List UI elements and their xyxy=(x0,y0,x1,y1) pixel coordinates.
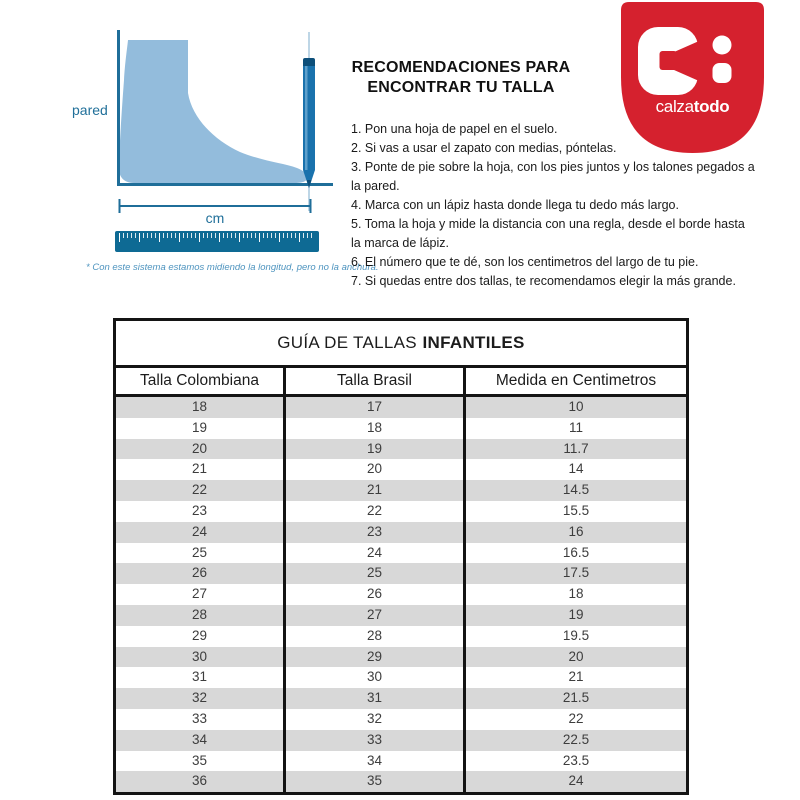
table-title-bold: INFANTILES xyxy=(422,333,525,352)
table-row xyxy=(115,709,688,730)
table-cell: 30 xyxy=(115,647,285,668)
recommendation-item: 5. Toma la hoja y mide la distancia con una regla, desde el borde hasta la marca de lápiz. xyxy=(351,217,745,250)
table-row xyxy=(115,605,688,626)
brand-wordmark-light: calza xyxy=(655,97,694,116)
table-cell: 23 xyxy=(115,501,285,522)
recommendation-item: 6. El número que te dé, son los centimetros del largo de tu pie. xyxy=(351,255,699,269)
table-cell: 20 xyxy=(115,439,285,460)
table-cell: 29 xyxy=(285,647,465,668)
recommendations-title-line2: ENCONTRAR TU TALLA xyxy=(367,79,555,96)
column-header-talla-colombiana: Talla Colombiana xyxy=(115,367,285,396)
table-cell: 23 xyxy=(285,522,465,543)
table-cell: 11 xyxy=(465,418,688,439)
table-cell: 27 xyxy=(285,605,465,626)
table-cell: 11.7 xyxy=(465,439,688,460)
table-row xyxy=(115,418,688,439)
table-row xyxy=(115,522,688,543)
table-cell: 31 xyxy=(115,667,285,688)
table-cell: 17 xyxy=(285,396,465,418)
table-cell: 19.5 xyxy=(465,626,688,647)
table-row xyxy=(115,439,688,460)
table-row xyxy=(115,459,688,480)
table-row xyxy=(115,771,688,793)
diagram-footnote: * Con este sistema estamos midiendo la longitud, pero no la anchura. xyxy=(86,262,379,273)
table-cell: 23.5 xyxy=(465,751,688,772)
table-title xyxy=(115,320,688,367)
table-cell: 20 xyxy=(465,647,688,668)
table-cell: 16 xyxy=(465,522,688,543)
table-title-row xyxy=(115,320,688,367)
table-cell: 34 xyxy=(285,751,465,772)
table-row xyxy=(115,584,688,605)
table-cell: 26 xyxy=(115,563,285,584)
recommendation-item: 4. Marca con un lápiz hasta donde llega tu dedo más largo. xyxy=(351,198,679,212)
table-cell: 20 xyxy=(285,459,465,480)
recommendation-item: 2. Si vas a usar el zapato con medias, póntelas. xyxy=(351,141,617,155)
column-header-medida-cm: Medida en Centimetros xyxy=(465,367,688,396)
recommendations-title-line1: RECOMENDACIONES PARA xyxy=(351,59,571,76)
table-row xyxy=(115,480,688,501)
table-row xyxy=(115,751,688,772)
table-cell: 14 xyxy=(465,459,688,480)
pencil-icon xyxy=(303,58,315,188)
table-cell: 24 xyxy=(115,522,285,543)
wall-label: pared xyxy=(72,102,108,118)
table-cell: 18 xyxy=(285,418,465,439)
recommendation-item: 3. Ponte de pie sobre la hoja, con los pies juntos y los talones pegados a la pared. xyxy=(351,160,755,193)
table-cell: 22 xyxy=(465,709,688,730)
table-cell: 21 xyxy=(465,667,688,688)
table-cell: 21 xyxy=(285,480,465,501)
column-header-talla-brasil: Talla Brasil xyxy=(285,367,465,396)
foot-silhouette-icon xyxy=(119,40,308,183)
table-cell: 30 xyxy=(285,667,465,688)
table-row xyxy=(115,730,688,751)
table-cell: 10 xyxy=(465,396,688,418)
ruler-ticks-big xyxy=(119,233,315,242)
size-table-body xyxy=(115,396,688,794)
table-cell: 15.5 xyxy=(465,501,688,522)
table-row xyxy=(115,501,688,522)
table-cell: 18 xyxy=(115,396,285,418)
table-cell: 34 xyxy=(115,730,285,751)
table-cell: 22.5 xyxy=(465,730,688,751)
table-header-row xyxy=(115,367,688,396)
table-cell: 36 xyxy=(115,771,285,793)
table-cell: 25 xyxy=(115,543,285,564)
table-cell: 28 xyxy=(285,626,465,647)
table-cell: 25 xyxy=(285,563,465,584)
table-cell: 32 xyxy=(115,688,285,709)
table-row xyxy=(115,667,688,688)
table-cell: 26 xyxy=(285,584,465,605)
table-cell: 27 xyxy=(115,584,285,605)
recommendation-item: 1. Pon una hoja de papel en el suelo. xyxy=(351,122,558,136)
table-row xyxy=(115,543,688,564)
table-cell: 19 xyxy=(465,605,688,626)
size-guide-table xyxy=(113,318,689,795)
cm-label: cm xyxy=(205,210,225,226)
table-cell: 24 xyxy=(285,543,465,564)
table-cell: 22 xyxy=(115,480,285,501)
table-cell: 18 xyxy=(465,584,688,605)
table-cell: 32 xyxy=(285,709,465,730)
table-row xyxy=(115,396,688,418)
table-row xyxy=(115,563,688,584)
table-cell: 35 xyxy=(285,771,465,793)
table-title-regular: GUÍA DE TALLAS xyxy=(277,333,417,352)
table-cell: 19 xyxy=(285,439,465,460)
table-cell: 31 xyxy=(285,688,465,709)
table-cell: 14.5 xyxy=(465,480,688,501)
table-cell: 33 xyxy=(285,730,465,751)
table-cell: 19 xyxy=(115,418,285,439)
table-cell: 33 xyxy=(115,709,285,730)
calzatodo-logo xyxy=(621,2,764,153)
table-cell: 17.5 xyxy=(465,563,688,584)
table-cell: 35 xyxy=(115,751,285,772)
table-cell: 22 xyxy=(285,501,465,522)
table-cell: 29 xyxy=(115,626,285,647)
table-cell: 21 xyxy=(115,459,285,480)
table-row xyxy=(115,626,688,647)
brand-wordmark xyxy=(621,97,764,117)
ruler-icon xyxy=(115,231,319,252)
table-cell: 24 xyxy=(465,771,688,793)
table-row xyxy=(115,688,688,709)
table-cell: 28 xyxy=(115,605,285,626)
table-cell: 16.5 xyxy=(465,543,688,564)
recommendations-title xyxy=(340,58,582,98)
brand-wordmark-bold: todo xyxy=(693,97,730,116)
table-cell: 21.5 xyxy=(465,688,688,709)
table-row xyxy=(115,647,688,668)
recommendation-item: 7. Si quedas entre dos tallas, te recomendamos elegir la más grande. xyxy=(351,274,736,288)
